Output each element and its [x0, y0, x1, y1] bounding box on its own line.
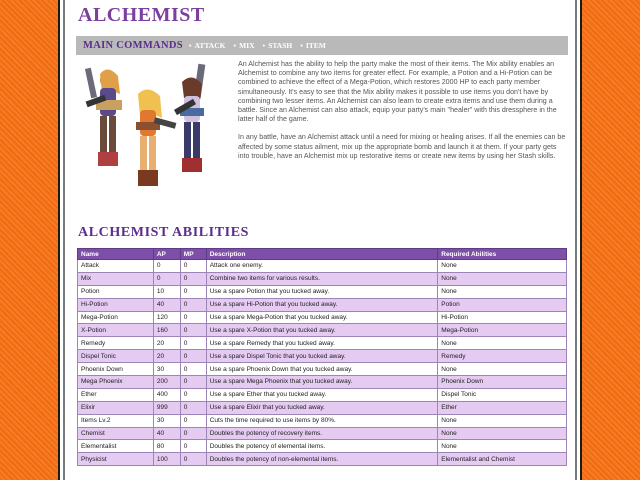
table-row: [78, 337, 567, 350]
main-commands-heading: MAIN COMMANDS: [83, 40, 183, 51]
nav-link-mix[interactable]: • MIX: [233, 41, 255, 50]
intro-paragraph-2: In any battle, have an Alchemist attack until a need for mixing or healing arises. If all the enemies can be affected by some status ailment, mix up the appropriate bomb and launch it at them. If your party gets into trouble, have an Alchemist mix up restorative items or create new items by using her Stash skills.: [238, 133, 566, 160]
required-abilities-cell: Phoenix Down: [438, 376, 567, 389]
required-abilities-cell: Mega-Potion: [438, 324, 567, 337]
nav-link-stash[interactable]: • STASH: [262, 41, 293, 50]
header-name: Name: [78, 249, 154, 260]
header-mp: MP: [180, 249, 206, 260]
required-abilities-cell: None: [438, 272, 567, 285]
description-cell: Use a spare Mega-Potion that you tucked away.: [206, 311, 438, 324]
page-title: ALCHEMIST: [78, 4, 205, 26]
table-header-row: [78, 249, 567, 260]
required-abilities-cell: Elementalist and Chemist: [438, 453, 567, 466]
description-cell: Use a spare X-Potion that you tucked away.: [206, 324, 438, 337]
ap-cell: 20: [153, 337, 180, 350]
description-cell: Combine two items for various results.: [206, 272, 438, 285]
ability-name-cell: Remedy: [78, 337, 154, 350]
table-row: [78, 388, 567, 401]
mp-cell: 0: [180, 272, 206, 285]
mp-cell: 0: [180, 298, 206, 311]
table-row: [78, 440, 567, 453]
ap-cell: 40: [153, 298, 180, 311]
mp-cell: 0: [180, 363, 206, 376]
table-row: [78, 376, 567, 389]
ability-name-cell: Mix: [78, 272, 154, 285]
table-row: [78, 350, 567, 363]
abilities-table: [77, 248, 567, 466]
mp-cell: 0: [180, 414, 206, 427]
intro-text: [238, 60, 568, 170]
mp-cell: 0: [180, 388, 206, 401]
mp-cell: 0: [180, 427, 206, 440]
required-abilities-cell: Dispel Tonic: [438, 388, 567, 401]
ap-cell: 120: [153, 311, 180, 324]
description-cell: Doubles the potency of non-elemental items.: [206, 453, 438, 466]
table-row: [78, 272, 567, 285]
table-row: [78, 414, 567, 427]
required-abilities-cell: None: [438, 440, 567, 453]
table-row: [78, 427, 567, 440]
ability-name-cell: Elementalist: [78, 440, 154, 453]
intro-paragraph-1: An Alchemist has the ability to help the party make the most of their items. The Mix ability enables an Alchemist to combine any two items for greater effect. For example, a Potion and a Hi-Potion can be combined to achieve the effect of a Mega-Potion, which restores 2000 HP to each party member simultaneously. It's easy to see that the Mix ability makes it possible to use items you don't have by combining two lesser items. An Alchemist can also learn to create extra items and use them during a battle. Since an Alchemist can also attack, equip your party's main "healer" with this dressphere in the latter half of the game.: [238, 60, 557, 124]
table-row: [78, 285, 567, 298]
required-abilities-cell: Ether: [438, 401, 567, 414]
character-left: [85, 68, 122, 166]
mp-cell: 0: [180, 324, 206, 337]
ap-cell: 200: [153, 376, 180, 389]
required-abilities-cell: None: [438, 337, 567, 350]
required-abilities-cell: None: [438, 414, 567, 427]
required-abilities-cell: None: [438, 260, 567, 273]
table-row: [78, 311, 567, 324]
description-cell: Use a spare Elixir that you tucked away.: [206, 401, 438, 414]
required-abilities-cell: None: [438, 285, 567, 298]
abilities-table-body: [78, 260, 567, 466]
description-cell: Use a spare Phoenix Down that you tucked away.: [206, 363, 438, 376]
description-cell: Doubles the potency of recovery items.: [206, 427, 438, 440]
description-cell: Doubles the potency of elemental items.: [206, 440, 438, 453]
required-abilities-cell: None: [438, 427, 567, 440]
ability-name-cell: Phoenix Down: [78, 363, 154, 376]
required-abilities-cell: Hi-Potion: [438, 311, 567, 324]
ap-cell: 30: [153, 414, 180, 427]
description-cell: Use a spare Potion that you tucked away.: [206, 285, 438, 298]
nav-link-item[interactable]: • ITEM: [300, 41, 326, 50]
ap-cell: 100: [153, 453, 180, 466]
mp-cell: 0: [180, 453, 206, 466]
ap-cell: 400: [153, 388, 180, 401]
header-ap: AP: [153, 249, 180, 260]
mp-cell: 0: [180, 260, 206, 273]
ability-name-cell: Chemist: [78, 427, 154, 440]
character-right: [174, 64, 205, 172]
ap-cell: 40: [153, 427, 180, 440]
ability-name-cell: Mega Phoenix: [78, 376, 154, 389]
table-row: [78, 401, 567, 414]
table-row: [78, 453, 567, 466]
table-row: [78, 260, 567, 273]
ability-name-cell: Hi-Potion: [78, 298, 154, 311]
content-page: [58, 0, 582, 480]
required-abilities-cell: Remedy: [438, 350, 567, 363]
ability-name-cell: Items Lv.2: [78, 414, 154, 427]
ap-cell: 80: [153, 440, 180, 453]
ability-name-cell: Elixir: [78, 401, 154, 414]
ap-cell: 0: [153, 260, 180, 273]
alchemist-character-artwork: [78, 60, 228, 200]
ability-name-cell: Potion: [78, 285, 154, 298]
description-cell: Use a spare Hi-Potion that you tucked away.: [206, 298, 438, 311]
ability-name-cell: Attack: [78, 260, 154, 273]
header-required-abilities: Required Abilities: [438, 249, 567, 260]
abilities-heading: ALCHEMIST ABILITIES: [78, 225, 250, 240]
main-commands-bar: [76, 36, 568, 55]
required-abilities-cell: None: [438, 363, 567, 376]
ap-cell: 999: [153, 401, 180, 414]
required-abilities-cell: Potion: [438, 298, 567, 311]
ap-cell: 20: [153, 350, 180, 363]
mp-cell: 0: [180, 285, 206, 298]
mp-cell: 0: [180, 350, 206, 363]
mp-cell: 0: [180, 440, 206, 453]
nav-link-attack[interactable]: • ATTACK: [188, 41, 226, 50]
mp-cell: 0: [180, 311, 206, 324]
description-cell: Cuts the time required to use items by 80%.: [206, 414, 438, 427]
ability-name-cell: Ether: [78, 388, 154, 401]
description-cell: Attack one enemy.: [206, 260, 438, 273]
ap-cell: 10: [153, 285, 180, 298]
mp-cell: 0: [180, 337, 206, 350]
ability-name-cell: Mega-Potion: [78, 311, 154, 324]
ability-name-cell: Dispel Tonic: [78, 350, 154, 363]
header-description: Description: [206, 249, 438, 260]
ap-cell: 160: [153, 324, 180, 337]
table-row: [78, 298, 567, 311]
character-middle: [136, 89, 176, 186]
ap-cell: 30: [153, 363, 180, 376]
ability-name-cell: X-Potion: [78, 324, 154, 337]
mp-cell: 0: [180, 376, 206, 389]
ap-cell: 0: [153, 272, 180, 285]
table-row: [78, 363, 567, 376]
description-cell: Use a spare Mega Phoenix that you tucked away.: [206, 376, 438, 389]
description-cell: Use a spare Dispel Tonic that you tucked away.: [206, 350, 438, 363]
description-cell: Use a spare Remedy that you tucked away.: [206, 337, 438, 350]
ability-name-cell: Physicist: [78, 453, 154, 466]
table-row: [78, 324, 567, 337]
description-cell: Use a spare Ether that you tucked away.: [206, 388, 438, 401]
mp-cell: 0: [180, 401, 206, 414]
